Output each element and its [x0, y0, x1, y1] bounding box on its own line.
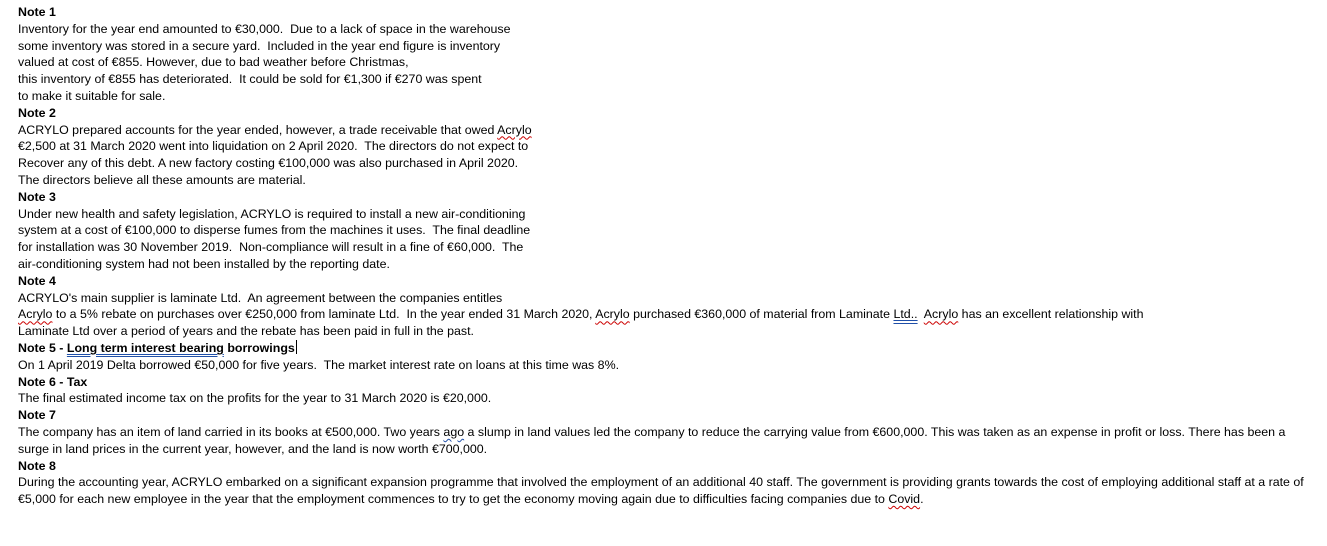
- note-4-line: Laminate Ltd over a period of years and the rebate has been paid in full in the past.: [18, 324, 475, 339]
- spelling-flag[interactable]: Acrylo: [595, 307, 630, 322]
- note-1-line: some inventory was stored in a secure yard. Included in the year end figure is inventory: [18, 38, 501, 53]
- note-1-line: to make it suitable for sale.: [18, 88, 166, 103]
- note-8-text: .: [920, 492, 924, 507]
- note-2-line: [18, 122, 1318, 139]
- note-8-text: During the accounting year, ACRYLO embarked on a significant expansion programme that involved the employment of an additional 40 staff. The government is providing grants towards the cost of employing additional staff at a rate of €5,000 for each new employee in the year that the employment commences to try to get the economy moving again due to difficulties facing companies due to: [18, 475, 1304, 507]
- text-cursor: [296, 340, 297, 354]
- spelling-flag[interactable]: Acrylo: [923, 307, 959, 322]
- note-1-heading: Note 1: [18, 5, 56, 19]
- spelling-flag[interactable]: Acrylo: [18, 307, 53, 322]
- note-7-text: The company has an item of land carried in its books at €500,000. Two years: [18, 424, 444, 439]
- note-4-line2-text: purchased €360,000 of material from Laminate: [629, 307, 894, 322]
- note-1-line: valued at cost of €855. However, due to bad weather before Christmas,: [18, 55, 409, 70]
- note-4-line: [18, 306, 1318, 323]
- note-5-line: On 1 April 2019 Delta borrowed €50,000 for five years. The market interest rate on loans at this time was 8%.: [18, 357, 620, 372]
- note-3-line: Under new health and safety legislation, ACRYLO is required to install a new air-conditioning: [18, 206, 526, 221]
- spelling-flag[interactable]: ago: [443, 424, 465, 439]
- note-4-line2-text: to a 5% rebate on purchases over €250,000 from laminate Ltd. In the year ended 31 March 2020,: [52, 307, 596, 322]
- note-3-line: for installation was 30 November 2019. Non-compliance will result in a fine of €60,000. The: [18, 240, 524, 255]
- note-7-paragraph: [18, 424, 1318, 458]
- note-7-heading: Note 7: [18, 408, 56, 423]
- note-3-line: air-conditioning system had not been installed by the reporting date.: [18, 256, 390, 271]
- note-5-heading: [18, 340, 1318, 357]
- note-1-line: this inventory of €855 has deteriorated. It could be sold for €1,300 if €270 was spent: [18, 72, 482, 87]
- spelling-flag[interactable]: Acrylo: [497, 122, 532, 137]
- note-2-line1-text: ACRYLO prepared accounts for the year ended, however, a trade receivable that owed: [18, 122, 498, 137]
- grammar-flag[interactable]: Long term interest bearing: [66, 340, 224, 355]
- note-7-text: a slump in land values led the company to reduce the carrying value from €600,000. This was taken as an expense in profit or loss. There has been a surge in land prices in the current year, however, and the land is now worth €700,000.: [18, 424, 1286, 456]
- note-2-line: Recover any of this debt. A new factory costing €100,000 was also purchased in April 2020.: [18, 156, 519, 171]
- grammar-flag[interactable]: Ltd..: [893, 307, 918, 322]
- note-5-heading-suffix: borrowings: [223, 340, 295, 355]
- note-6-line: The final estimated income tax on the profits for the year to 31 March 2020 is €20,000.: [18, 391, 492, 406]
- note-5-heading-prefix: Note 5 -: [18, 340, 67, 355]
- note-3-heading: Note 3: [18, 189, 56, 204]
- note-4-line2-text: has an excellent relationship with: [958, 307, 1144, 322]
- note-2-line: €2,500 at 31 March 2020 went into liquidation on 2 April 2020. The directors do not expect to: [18, 139, 529, 154]
- note-1-line: Inventory for the year end amounted to €30,000. Due to a lack of space in the warehouse: [18, 21, 511, 36]
- note-8-heading: Note 8: [18, 458, 56, 473]
- note-8-paragraph: [18, 474, 1318, 508]
- note-2-line: The directors believe all these amounts are material.: [18, 172, 306, 187]
- note-3-line: system at a cost of €100,000 to disperse fumes from the machines it uses. The final deadline: [18, 223, 531, 238]
- note-4-line: ACRYLO's main supplier is laminate Ltd. An agreement between the companies entitles: [18, 290, 503, 305]
- note-6-heading: Note 6 - Tax: [18, 374, 88, 389]
- spelling-flag[interactable]: Covid: [888, 492, 921, 507]
- document-body[interactable]: [18, 4, 1318, 508]
- note-2-heading: Note 2: [18, 105, 56, 120]
- note-4-heading: Note 4: [18, 273, 56, 288]
